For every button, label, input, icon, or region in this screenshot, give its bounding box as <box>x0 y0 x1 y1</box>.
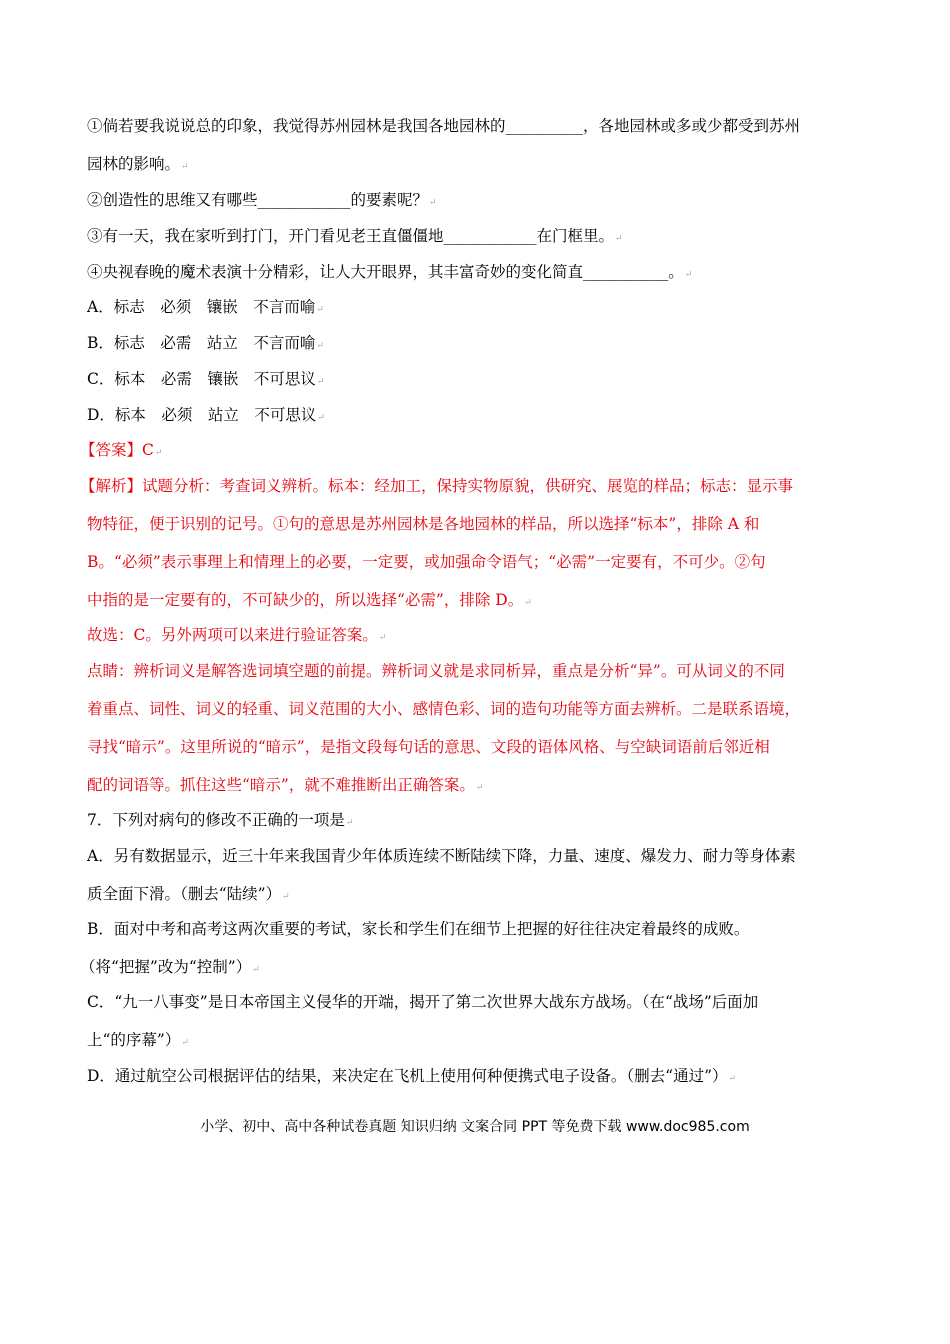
analysis-line-7: 着重点、词性、词义的轻重、词义范围的大小、感情色彩、词的造句功能等方面去辨析。二是联系语境， <box>87 700 801 718</box>
footer-text: 小学、初中、高中各种试卷真题 知识归纳 文案合同 PPT 等免费下载 www.doc985.com <box>200 1119 750 1135</box>
q7-option-c-line-1: C．“九一八事变”是日本帝国主义侵华的开端，揭开了第二次世界大战东方战场。（在“战场”后面加 <box>87 993 759 1011</box>
q7-option-c-line-2: 上“的序幕”）↵ <box>87 1031 189 1049</box>
q7-option-a-line-2: 质全面下滑。（删去“陆续”）↵ <box>87 885 290 903</box>
answer: 【答案】C↵ <box>80 441 163 459</box>
analysis-line-3: B。“必须”表示事理上和情理上的必要，一定要，或加强命令语气；“必需”一定要有，不可少。②句 <box>87 553 766 571</box>
q7-option-b-line-2: （将“把握”改为“控制”）↵ <box>80 958 260 976</box>
fill-sentence-1b: 园林的影响。↵ <box>87 155 189 173</box>
option-d: D．标本 必须 站立 不可思议↵ <box>87 406 325 424</box>
analysis-line-9: 配的词语等。抓住这些“暗示”，就不难推断出正确答案。↵ <box>87 776 484 794</box>
q7-option-d: D．通过航空公司根据评估的结果，来决定在飞机上使用何种便携式电子设备。（删去“通过”）↵ <box>87 1067 737 1085</box>
q7-option-a-line-1: A．另有数据显示，近三十年来我国青少年体质连续不断陆续下降，力量、速度、爆发力、耐力等身体素 <box>87 847 796 865</box>
fill-sentence-2: ②创造性的思维又有哪些____________的要素呢？↵ <box>87 191 437 209</box>
q7-stem: 7．下列对病句的修改不正确的一项是↵ <box>87 811 354 829</box>
fill-sentence-4: ④央视春晚的魔术表演十分精彩，让人大开眼界，其丰富奇妙的变化简直___________。↵ <box>87 263 693 281</box>
option-a: A．标志 必须 镶嵌 不言而喻↵ <box>87 298 324 316</box>
analysis-line-4: 中指的是一定要有的，不可缺少的，所以选择“必需”，排除 D。↵ <box>87 591 532 609</box>
analysis-line-5: 故选：C。另外两项可以来进行验证答案。↵ <box>87 626 387 644</box>
analysis-line-8: 寻找“暗示”。这里所说的“暗示”，是指文段每句话的意思、文段的语体风格、与空缺词语前后邻近相 <box>87 738 770 756</box>
fill-sentence-1a: ①倘若要我说说总的印象，我觉得苏州园林是我国各地园林的__________，各地园林或多或少都受到苏州 <box>87 117 801 135</box>
option-c: C．标本 必需 镶嵌 不可思议↵ <box>87 370 325 388</box>
analysis-line-2: 物特征，便于识别的记号。①句的意思是苏州园林是各地园林的样品，所以选择“标本”，排除 A 和 <box>87 515 760 533</box>
q7-option-b-line-1: B．面对中考和高考这两次重要的考试，家长和学生们在细节上把握的好往往决定着最终的成败。 <box>87 920 750 938</box>
fill-sentence-3: ③有一天，我在家听到打门，开门看见老王直僵僵地____________在门框里。↵ <box>87 227 623 245</box>
analysis-line-6: 点睛：辨析词义是解答选词填空题的前提。辨析词义就是求同析异，重点是分析“异”。可从词义的不同 <box>87 662 785 680</box>
analysis-line-1: 【解析】试题分析：考查词义辨析。标本：经加工，保持实物原貌，供研究、展览的样品；标志：显示事 <box>80 477 794 495</box>
option-b: B．标志 必需 站立 不言而喻↵ <box>87 334 324 352</box>
